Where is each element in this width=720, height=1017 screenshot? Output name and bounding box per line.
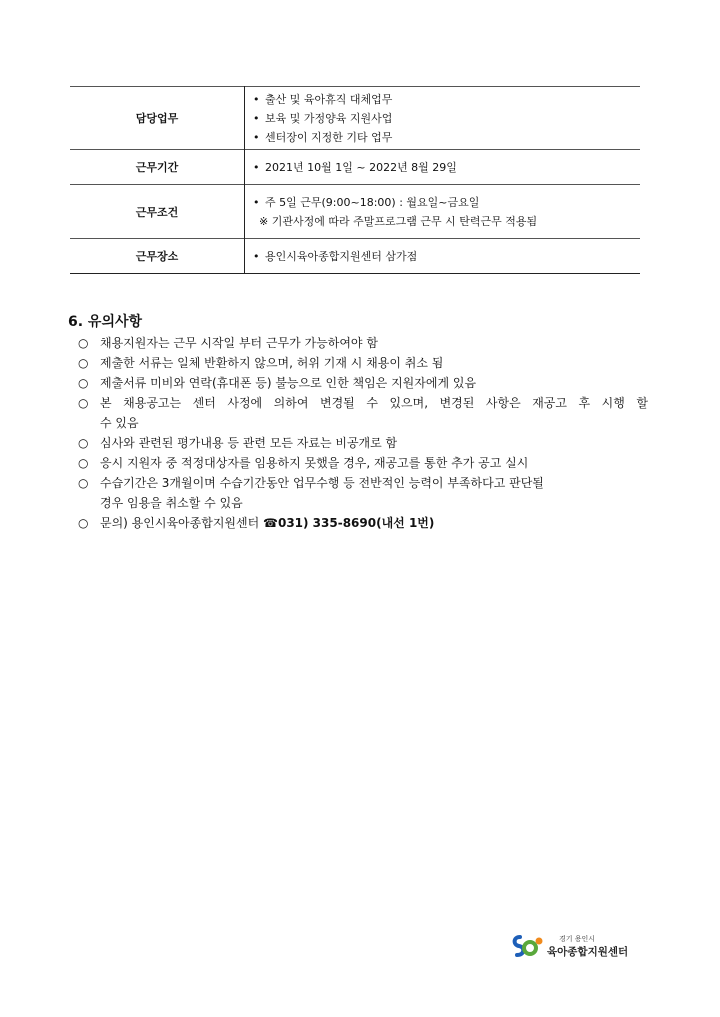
row-value	[245, 150, 641, 185]
section-title: 6. 유의사항	[68, 314, 143, 330]
circle-bullet-icon: ○	[78, 356, 89, 370]
row-label: 담당업무	[70, 87, 245, 150]
row-value	[245, 87, 641, 150]
list-item: ○ 심사와 관련된 평가내용 등 관련 모든 자료는 비공개로 함	[78, 433, 648, 453]
logo-text	[547, 934, 628, 959]
job-details-table	[70, 86, 640, 274]
list-item: • 센터장이 지정한 기타 업무	[253, 130, 393, 144]
table-row-duty	[70, 87, 640, 150]
list-item: ○ 수습기간은 3개월이며 수습기간동안 업무수행 등 전반적인 능력이 부족하다고 판단될 경우 임용을 취소할 수 있음	[78, 473, 648, 513]
circle-bullet-icon: ○	[78, 336, 89, 350]
contact-item	[78, 513, 648, 533]
circle-bullet-icon: ○	[78, 476, 89, 490]
list-item: • 용인시육아종합지원센터 삼가점	[253, 249, 418, 263]
list-item: ○ 제출서류 미비와 연락(휴대폰 등) 불능으로 인한 책임은 지원자에게 있음	[78, 373, 648, 393]
condition-note: ※ 기관사정에 따라 주말프로그램 근무 시 탄력근무 적용됨	[259, 214, 538, 228]
list-item: • 보육 및 가정양육 지원사업	[253, 111, 393, 125]
row-label: 근무조건	[70, 185, 245, 239]
center-logo	[510, 933, 628, 959]
row-value	[245, 239, 641, 274]
logo-subtitle: 경기 용인시	[559, 934, 596, 943]
notes-list	[78, 333, 648, 533]
list-item: • 주 5일 근무(9:00~18:00) : 월요일~금요일	[253, 195, 480, 209]
table-row-location	[70, 239, 640, 274]
circle-bullet-icon: ○	[78, 376, 89, 390]
phone-icon: ☎	[263, 516, 278, 530]
contact-label: 문의) 용인시육아종합지원센터	[100, 516, 264, 530]
list-item: • 2021년 10월 1일 ~ 2022년 8월 29일	[253, 160, 457, 174]
table-row-period	[70, 150, 640, 185]
circle-bullet-icon: ○	[78, 456, 89, 470]
list-item: ○ 응시 지원자 중 적정대상자를 임용하지 못했을 경우, 재공고를 통한 추가 공고 실시	[78, 453, 648, 473]
row-label: 근무기간	[70, 150, 245, 185]
circle-bullet-icon: ○	[78, 396, 89, 410]
phone-number: 031) 335-8690(내선 1번)	[277, 516, 435, 530]
circle-bullet-icon: ○	[78, 436, 89, 450]
list-item: ○ 본 채용공고는 센터 사정에 의하여 변경될 수 있으며, 변경된 사항은 재공고 후 시행 할 수 있음	[78, 393, 648, 433]
row-value	[245, 185, 641, 239]
list-item: ○ 제출한 서류는 일체 반환하지 않으며, 허위 기재 시 채용이 취소 됨	[78, 353, 648, 373]
row-label: 근무장소	[70, 239, 245, 274]
center-logo-icon	[510, 933, 544, 959]
list-item: • 출산 및 육아휴직 대체업무	[253, 92, 393, 106]
circle-bullet-icon: ○	[78, 516, 89, 530]
logo-title: 육아종합지원센터	[547, 945, 629, 958]
table-row-conditions	[70, 185, 640, 239]
list-item: ○ 채용지원자는 근무 시작일 부터 근무가 가능하여야 함	[78, 333, 648, 353]
